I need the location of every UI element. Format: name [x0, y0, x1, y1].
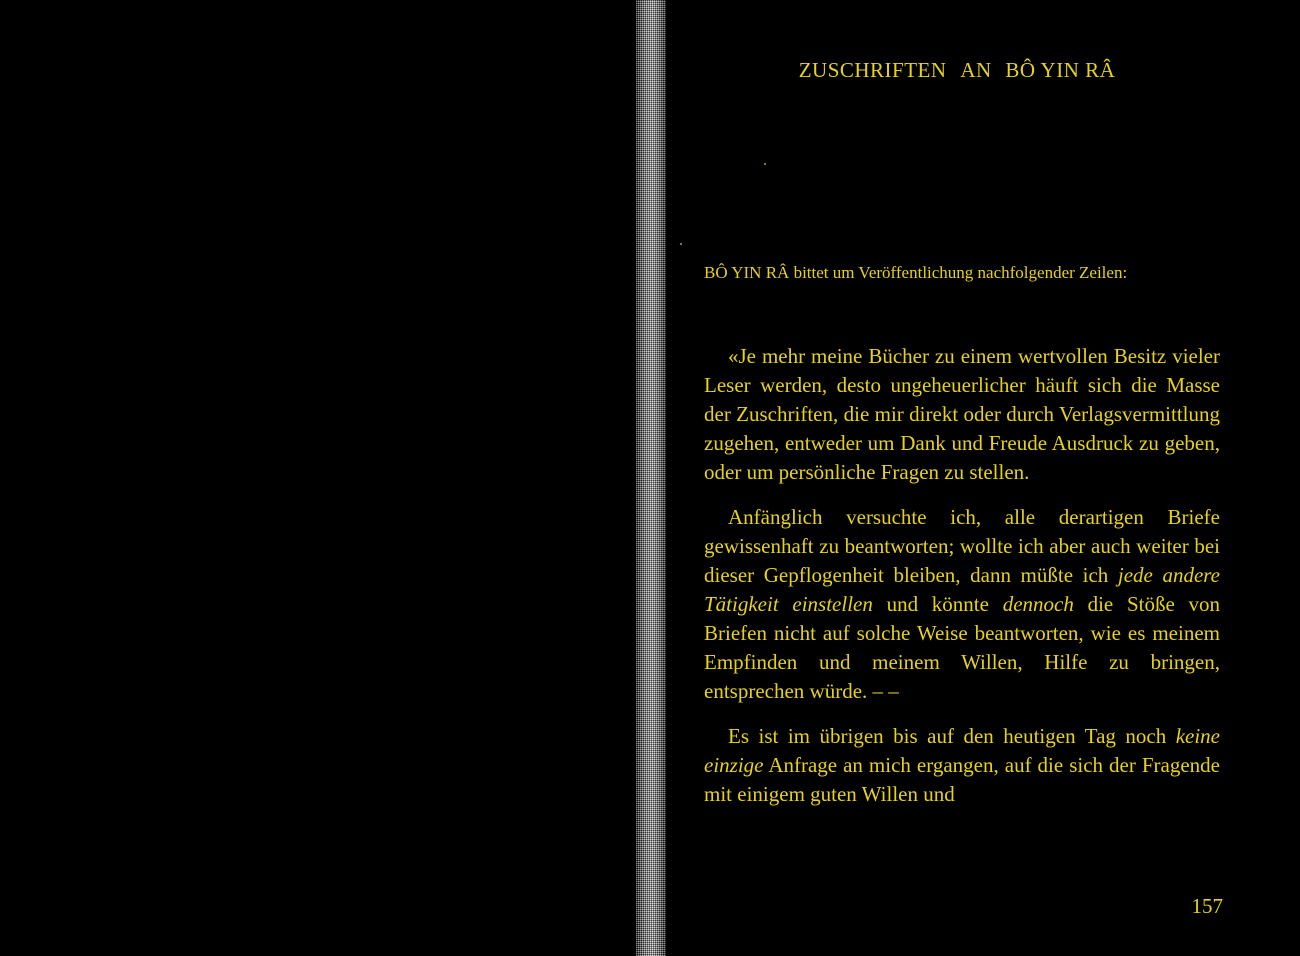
- paragraph-text: und könnte: [872, 592, 1003, 616]
- paragraph-text: die Stöße von Briefen nicht auf solche Weise beantworten, wie es meinem Empfinden und meinem Willen, Hilfe zu bringen, entsprechen würde. – –: [704, 592, 1220, 703]
- paragraph-2: [704, 503, 1220, 706]
- left-page-blank: [0, 0, 636, 956]
- body-text: [704, 342, 1220, 825]
- emphasis-text: dennoch: [1002, 592, 1074, 616]
- running-head-part-2: AN: [960, 58, 992, 82]
- paragraph-text: Anfrage an mich ergangen, auf die sich der Fragende mit einigem guten Willen und: [704, 753, 1220, 806]
- emphasis-text: jede andere Tätigkeit einstellen: [704, 563, 1220, 616]
- paragraph-1: [704, 342, 1220, 487]
- paragraph-text: Anfänglich versuchte ich, alle derartigen Briefe gewissenhaft zu beantworten; wollte ich aber auch weiter bei dieser Gepflogenheit bleiben, dann müßte ich: [704, 505, 1220, 587]
- paragraph-text: Es ist im übrigen bis auf den heutigen Tag noch: [728, 724, 1176, 748]
- intro-author: BÔ YIN RÂ: [704, 263, 790, 282]
- book-gutter: [636, 0, 666, 956]
- running-head-part-1: ZUSCHRIFTEN: [798, 58, 947, 82]
- running-head: [666, 58, 1248, 83]
- right-page: [666, 0, 1300, 956]
- emphasis-text: keine einzige: [704, 724, 1220, 777]
- print-speck: [764, 163, 766, 165]
- print-speck: [680, 243, 682, 245]
- paragraph-3: [704, 722, 1220, 809]
- running-head-part-3: BÔ YIN RÂ: [1005, 58, 1116, 82]
- paragraph-text: «Je mehr meine Bücher zu einem wertvollen Besitz vieler Leser werden, desto ungeheuerlicher häuft sich die Masse der Zuschriften, die mir direkt oder durch Verlagsvermittlung zugehen, entweder um Dank und Freude Ausdruck zu geben, oder um persönliche Fragen zu stellen.: [704, 344, 1220, 484]
- intro-text: bittet um Veröffentlichung nachfolgender Zeilen:: [789, 263, 1128, 282]
- page-number: 157: [1191, 894, 1223, 918]
- intro-note: [704, 260, 1216, 286]
